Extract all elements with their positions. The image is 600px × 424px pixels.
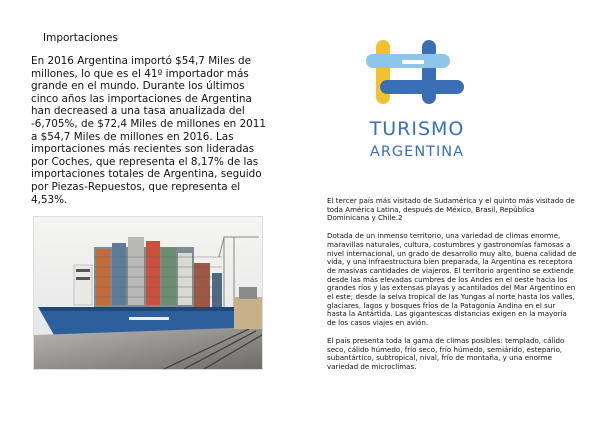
container-ship-photo [33, 216, 263, 370]
tourism-paragraph-3: El país presenta toda la gama de climas posibles: templado, cálido seco, cálido húmedo, frío seco, frío húmedo, semiárido, estepario, subantártico, subtropical, nival, frío de montaña, y una enorme variedad de microclimas. [327, 335, 565, 371]
logo-text-turismo: TURISMO [369, 118, 465, 140]
tourism-text-block [327, 197, 577, 381]
imports-paragraph: En 2016 Argentina importó $54,7 Miles de millones, lo que es el 41º importador más grande en el mundo. Durante los últimos cinco años las importaciones de Argentina han decreased a una tasa anualizada del -6,705%, de $72,4 Miles de millones en 2011 a $54,7 Miles de millones en 2016. Las importaciones más recientes son lideradas por Coches, que representa el 8,17% de las importaciones totales de Argentina, seguido por Piezas-Repuestos, que representa el 4,53%. [31, 55, 267, 206]
tourism-paragraph-1: El tercer país más visitado de Sudamérica y el quinto más visitado de toda América Latina, después de México, Brasil, República Dominicana y Chile.2 [327, 196, 575, 223]
tourism-paragraph-2: Dotada de un inmenso territorio, una variedad de climas enorme, maravillas naturales, cultura, costumbres y gastronomías famosas a nivel internacional, un grado de desarrollo muy alto, buena calidad de vida, y una infraestructura bien preparada, la Argentina es receptora de masivas cantidades de viajeros. El territorio argentino se extiende desde las más elevadas cumbres de los Andes en el oeste hacia los grandes ríos y las extensas playas y acantilados del Mar Argentino en el este; desde la selva tropical de las Yungas al norte hasta los valles, glaciares, lagos y bosques fríos de la Patagonia Andina en el sur hasta la Antártida. Las gigantescas distancias exigen en la mayoría de los casos viajes en avión. [327, 231, 577, 328]
imports-heading: Importaciones [43, 32, 118, 44]
logo-symbol [362, 36, 472, 116]
logo-text-argentina: ARGENTINA [369, 144, 465, 160]
turismo-argentina-logo [362, 36, 472, 176]
